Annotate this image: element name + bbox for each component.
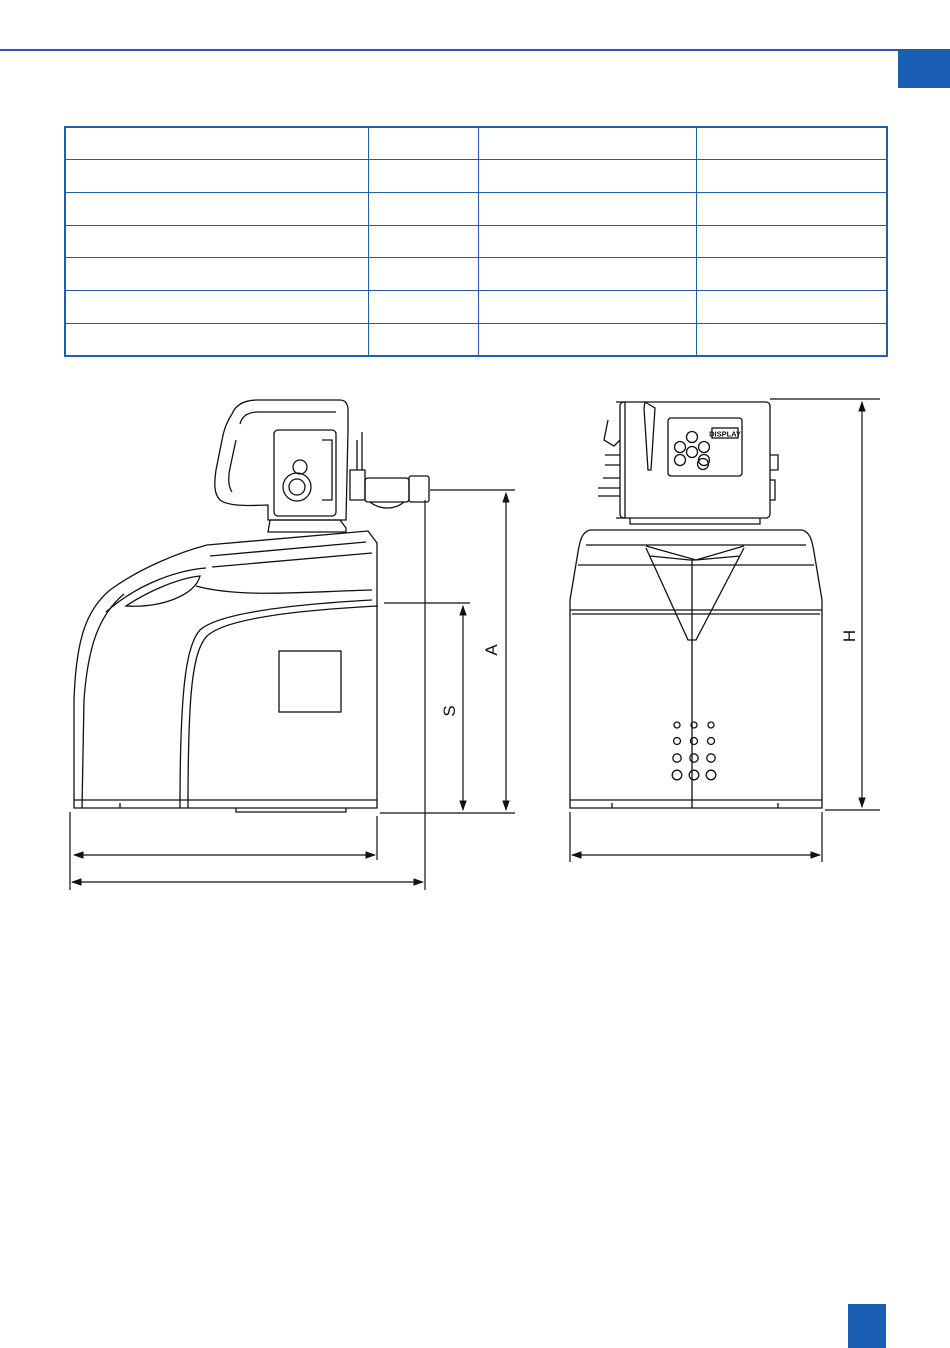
side-dimensions xyxy=(70,490,515,890)
side-view xyxy=(74,400,429,812)
dimension-label-a: A xyxy=(482,644,501,656)
dimension-label-h: H xyxy=(840,629,859,643)
label-window xyxy=(279,651,341,712)
dimension-label-s: S xyxy=(440,705,459,717)
page-number-badge xyxy=(848,1304,886,1348)
front-dimensions xyxy=(570,399,880,862)
display-label: DISPLAY xyxy=(709,429,741,439)
front-view xyxy=(570,402,822,808)
